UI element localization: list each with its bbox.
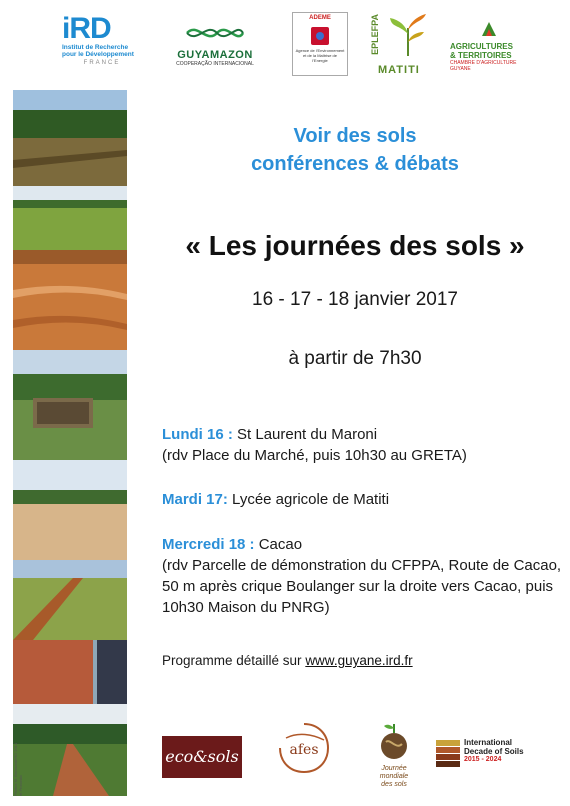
journee-mondiale-sols-logo <box>364 720 424 790</box>
eplefpa-vertical: EPLEFPA <box>370 14 380 55</box>
ird-country: FRANCE <box>83 60 121 66</box>
header-line2: conférences & débats <box>251 153 459 175</box>
jms-line2: mondiale <box>379 773 409 780</box>
guyamazon-logo <box>165 22 265 72</box>
photo-credit: Photos M. Brossard/IRD 2014 et Pronostic <box>13 742 23 796</box>
soil-layers-icon <box>436 740 460 768</box>
ird-line1: Institut de Recherche <box>62 44 129 51</box>
eplefpa-name: MATITI <box>378 64 420 76</box>
photo-strip <box>13 90 127 796</box>
eplefpa-logo <box>368 14 434 76</box>
plant-icon <box>388 14 428 56</box>
ademe-sub: Agence de l'Environnement et de la Maîtrise de l'Energie <box>295 48 345 63</box>
header-line1: Voir des sols <box>293 125 417 147</box>
dna-icon <box>185 22 245 44</box>
international-decade-soils-logo <box>436 738 546 772</box>
ademe-name: ADEME <box>309 15 331 21</box>
photo-dirt-road <box>13 704 127 796</box>
photo-soil-core <box>13 640 127 704</box>
event-day-3-label: Mercredi 18 : <box>162 536 255 553</box>
ids-line1: International <box>464 738 513 747</box>
photo-soil-profile <box>13 250 127 350</box>
event-time: à partir de 7h30 <box>288 348 422 369</box>
event-dates: 16 - 17 - 18 janvier 2017 <box>252 289 458 310</box>
jms-line1: Journée <box>381 765 407 772</box>
event-day-3-place: Cacao <box>254 536 303 553</box>
event-day-1 <box>162 424 562 466</box>
photo-field-fence <box>13 560 127 640</box>
photo-deforested-field <box>13 90 127 186</box>
afes-logo <box>278 722 330 774</box>
agri-sub: CHAMBRE D'AGRICULTURE GUYANE <box>450 60 517 72</box>
ids-line2: Decade of Soils <box>464 747 524 756</box>
guyamazon-sub: COOPERAÇÃO INTERNACIONAL <box>176 61 254 67</box>
event-day-2-place: Lycée agricole de Matiti <box>227 491 390 508</box>
program-text: Programme détaillé sur <box>162 653 306 668</box>
program-line <box>162 653 570 668</box>
afes-text: afes <box>289 742 319 758</box>
event-day-3 <box>162 534 562 618</box>
event-day-1-detail: (rdv Place du Marché, puis 10h30 au GRETA) <box>162 447 467 464</box>
partner-logos <box>0 0 570 92</box>
program-link[interactable]: www.guyane.ird.fr <box>305 653 413 668</box>
ademe-mark-icon <box>311 27 329 45</box>
photo-savanna <box>13 460 127 560</box>
agri-mark-icon <box>480 20 498 38</box>
event-day-1-place: St Laurent du Maroni <box>232 426 378 443</box>
agri-line2: & TERRITOIRES <box>450 51 512 60</box>
ademe-logo <box>292 12 348 76</box>
page-title: « Les journées des sols » <box>185 230 525 261</box>
ird-mark: iRD <box>62 12 111 45</box>
photo-wetland <box>13 350 127 460</box>
jms-line3: des sols <box>381 781 407 788</box>
ird-line2: pour le Développement <box>62 51 134 58</box>
event-day-2-label: Mardi 17: <box>162 491 228 508</box>
guyamazon-name: GUYAMAZON <box>177 49 253 61</box>
globe-plant-icon <box>374 720 414 760</box>
event-day-1-label: Lundi 16 : <box>162 426 233 443</box>
eco-sols-logo: eco&sols <box>162 736 242 778</box>
agri-line1: AGRICULTURES <box>450 42 513 51</box>
photo-grassland <box>13 186 127 250</box>
event-day-3-detail: (rdv Parcelle de démonstration du CFPPA, Route de Cacao, 50 m après crique Boulanger sur la droite vers Cacao, puis 10h30 Maison du PNRG) <box>162 557 562 616</box>
chambre-agriculture-logo <box>450 20 530 74</box>
ird-logo <box>62 14 142 80</box>
header <box>150 122 560 178</box>
event-day-2 <box>162 489 562 510</box>
ids-years: 2015 - 2024 <box>464 756 502 763</box>
